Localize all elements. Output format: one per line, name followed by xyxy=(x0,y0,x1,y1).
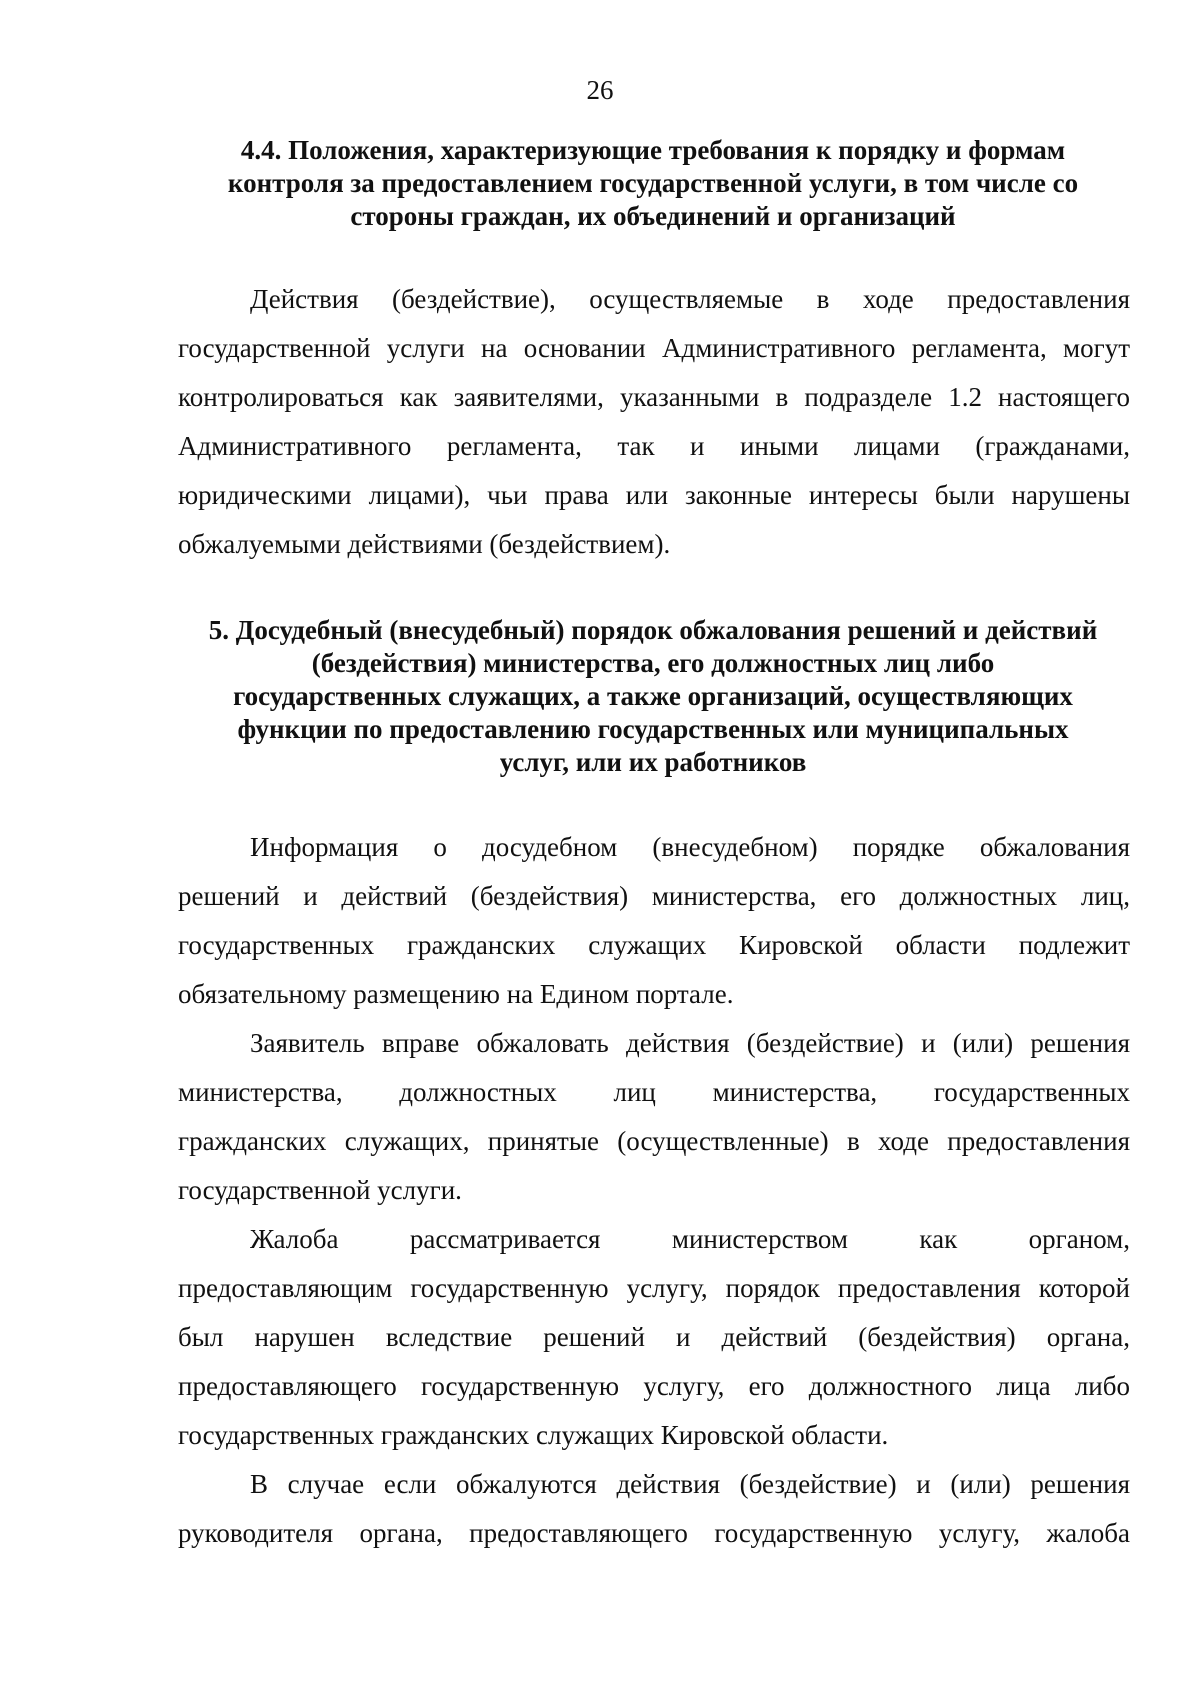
text-line: гражданских служащих, принятые (осуществленные) в ходе предоставления xyxy=(178,1126,1130,1156)
text-line: Информация о досудебном (внесудебном) порядке обжалования xyxy=(250,832,1130,862)
text-line: был нарушен вследствие решений и действий (бездействия) органа, xyxy=(178,1322,1130,1352)
paragraph xyxy=(178,1019,1130,1215)
text-line: юридическими лицами), чьи права или законные интересы были нарушены xyxy=(178,480,1130,510)
text-line: министерства, должностных лиц министерства, государственных xyxy=(178,1077,1130,1107)
section-4-4-heading xyxy=(178,134,1128,233)
text-line: обжалуемыми действиями (бездействием). xyxy=(178,529,671,559)
text-line: Действия (бездействие), осуществляемые в ходе предоставления xyxy=(250,284,1130,314)
text-line: предоставляющего государственную услугу, его должностного лица либо xyxy=(178,1371,1130,1401)
heading-line: стороны граждан, их объединений и организаций xyxy=(350,201,956,231)
heading-line: 4.4. Положения, характеризующие требования к порядку и формам xyxy=(240,135,1066,165)
text-line: предоставляющим государственную услугу, порядок предоставления которой xyxy=(178,1273,1130,1303)
heading-line: контроля за предоставлением государственной услуги, в том числе со xyxy=(227,168,1079,198)
text-line: решений и действий (бездействия) министерства, его должностных лиц, xyxy=(178,881,1130,911)
paragraph xyxy=(178,823,1130,1019)
section-5-heading xyxy=(178,614,1128,779)
paragraph xyxy=(178,1215,1130,1460)
text-line: государственных гражданских служащих Кировской области. xyxy=(178,1420,889,1450)
page-number: 26 xyxy=(586,75,614,105)
text-line: государственной услуги. xyxy=(178,1175,462,1205)
text-line: Административного регламента, так и иными лицами (гражданами, xyxy=(178,431,1130,461)
text-line: Заявитель вправе обжаловать действия (бездействие) и (или) решения xyxy=(250,1028,1130,1058)
heading-line: 5. Досудебный (внесудебный) порядок обжалования решений и действий xyxy=(208,615,1098,645)
heading-line: государственных служащих, а также организаций, осуществляющих xyxy=(233,681,1073,711)
text-line: руководителя органа, предоставляющего государственную услугу, жалоба xyxy=(178,1518,1130,1548)
text-line: В случае если обжалуются действия (бездействие) и (или) решения xyxy=(250,1469,1130,1499)
text-line: государственных гражданских служащих Кировской области подлежит xyxy=(178,930,1130,960)
text-line: Жалоба рассматривается министерством как органом, xyxy=(250,1224,1130,1254)
heading-line: услуг, или их работников xyxy=(499,747,807,777)
section-5-body xyxy=(178,823,1130,1558)
heading-line: (бездействия) министерства, его должностных лиц либо xyxy=(311,648,995,678)
section-4-4-body xyxy=(178,275,1130,569)
heading-line: функции по предоставлению государственных или муниципальных xyxy=(237,714,1069,744)
paragraph xyxy=(178,1460,1130,1558)
paragraph xyxy=(178,275,1130,569)
text-line: обязательному размещению на Едином портале. xyxy=(178,979,734,1009)
text-line: государственной услуги на основании Административного регламента, могут xyxy=(178,333,1130,363)
text-line: контролироваться как заявителями, указанными в подразделе 1.2 настоящего xyxy=(178,382,1130,412)
